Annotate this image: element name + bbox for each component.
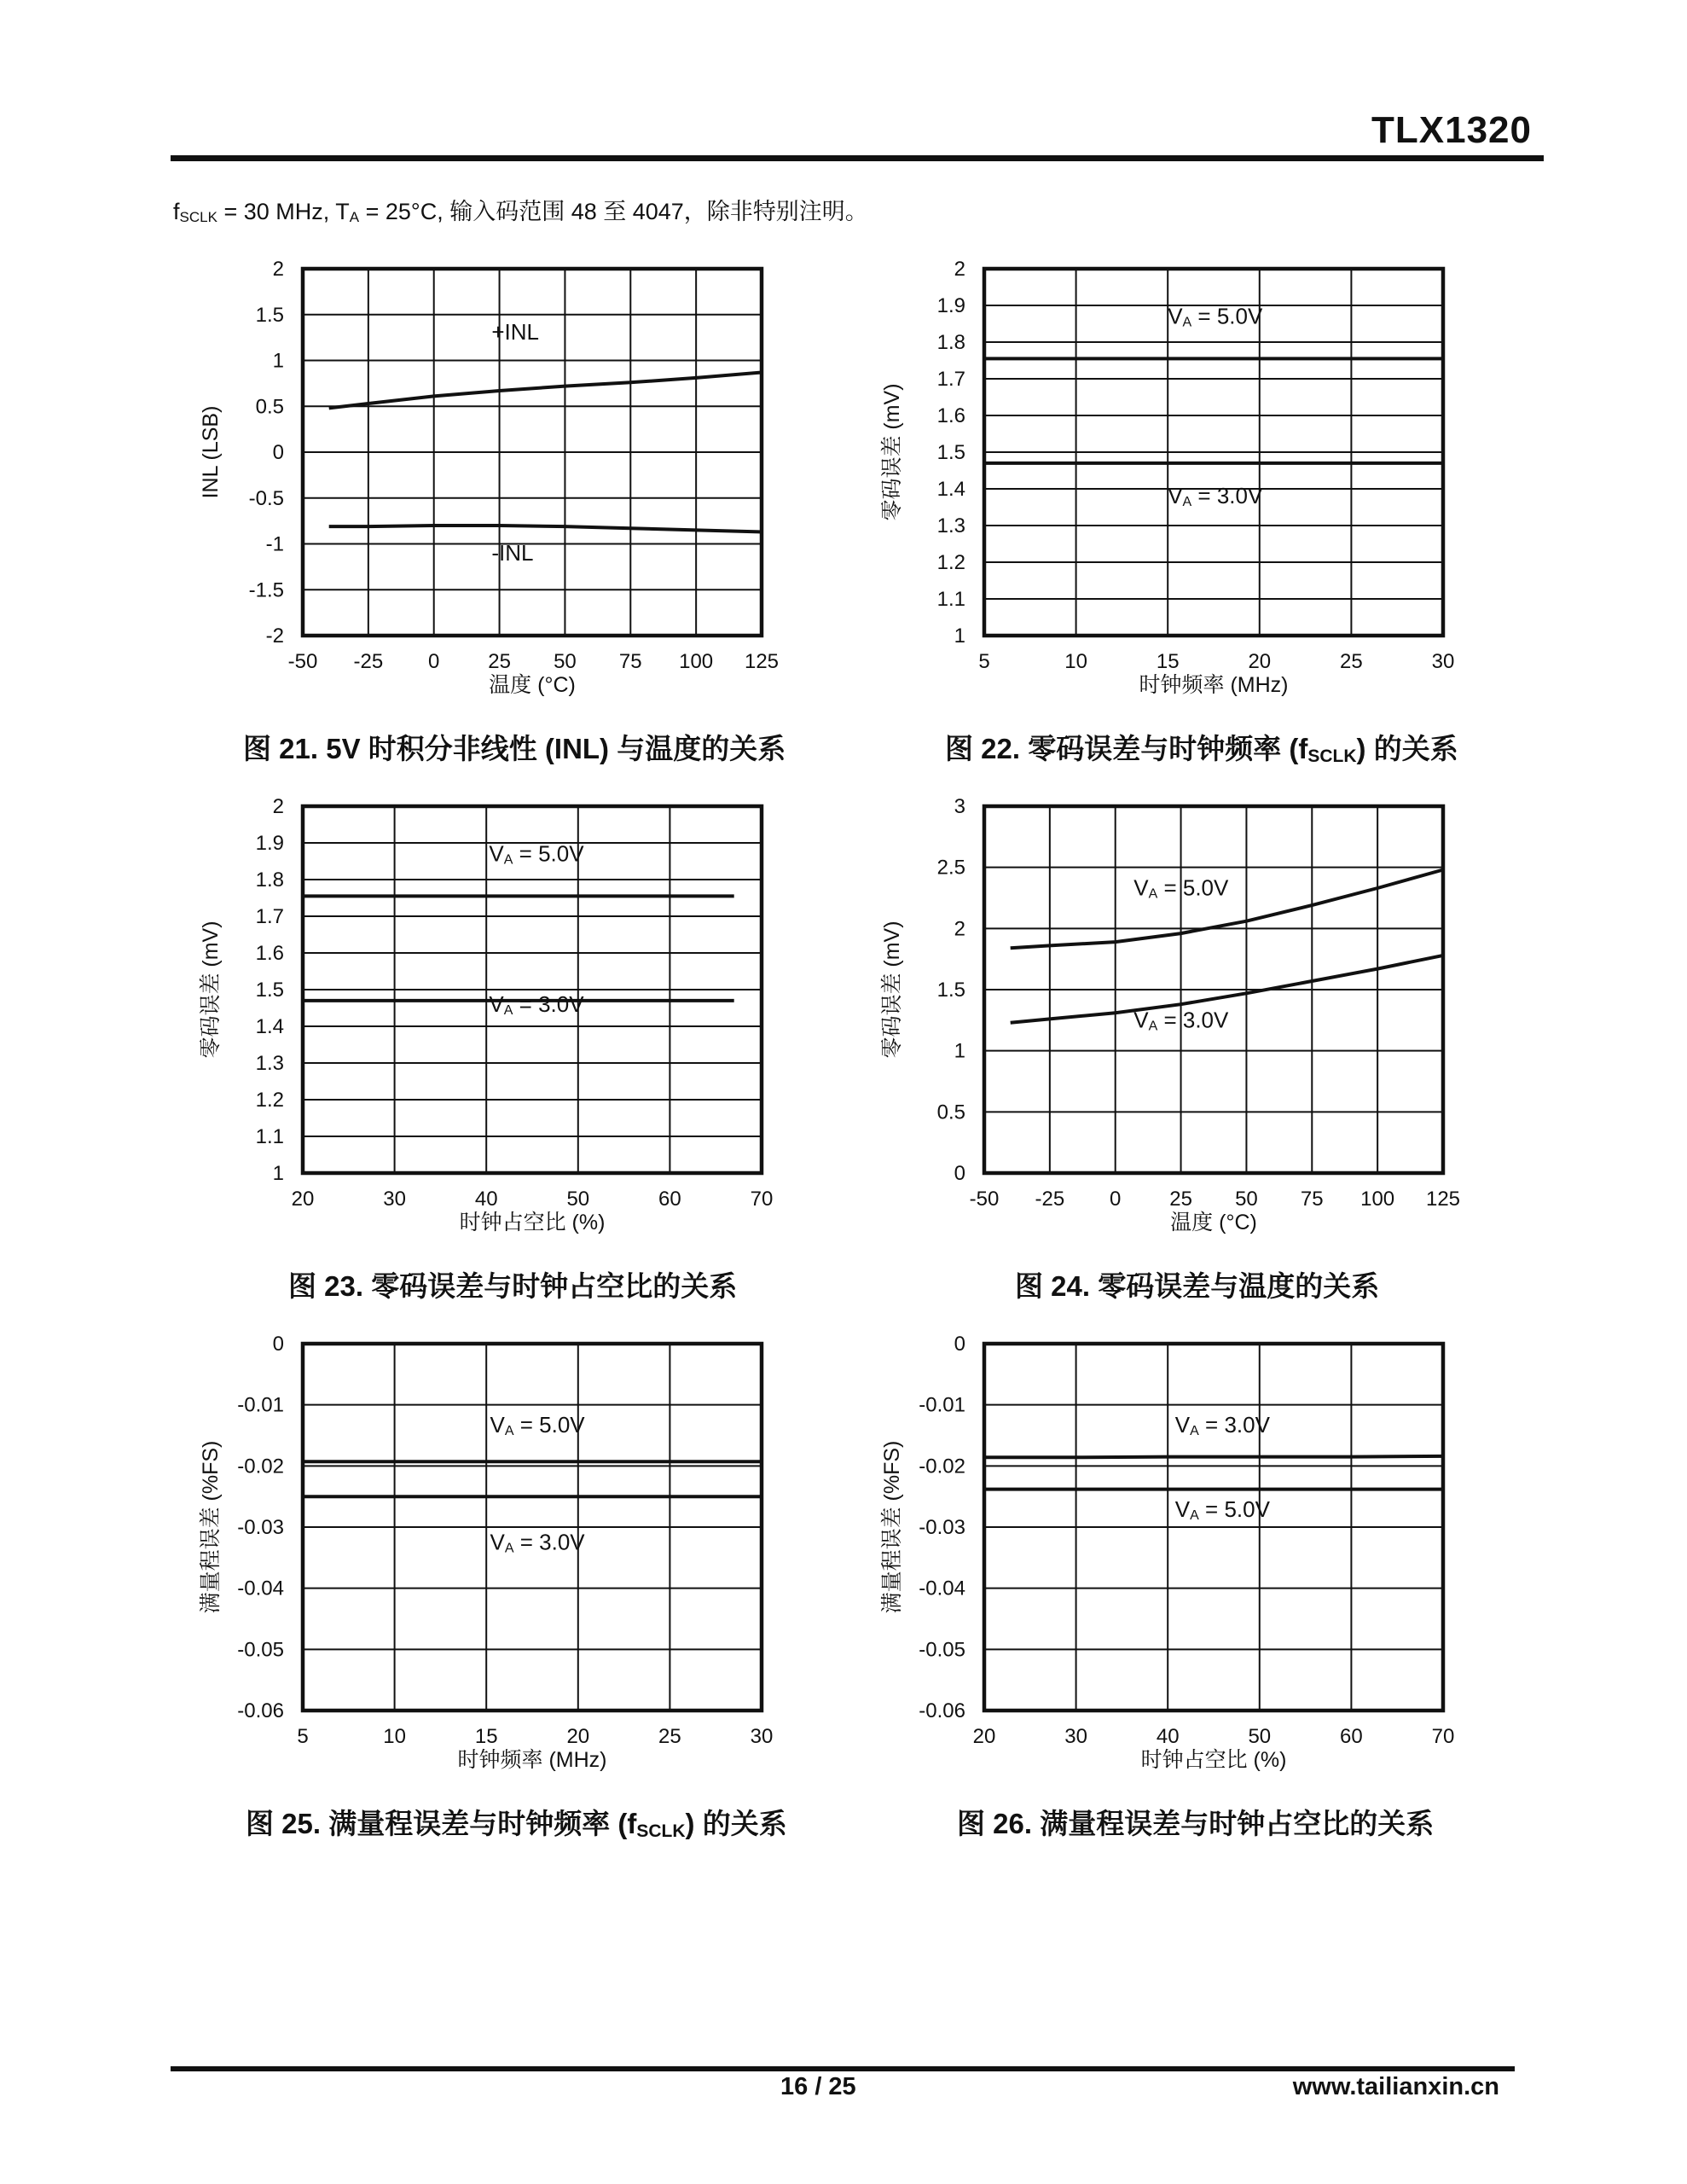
series-annotation: VA = 3.0V bbox=[1174, 1411, 1270, 1438]
y-tick-label: 2 bbox=[954, 917, 965, 941]
y-tick-label: 1.3 bbox=[255, 1052, 284, 1075]
series-annotation: VA = 5.0V bbox=[1174, 1496, 1270, 1523]
series-annotation: VA = 5.0V bbox=[490, 1411, 585, 1438]
x-tick-label: 20 bbox=[1248, 650, 1272, 673]
x-tick-label: 5 bbox=[297, 1725, 309, 1748]
x-tick-label: 30 bbox=[750, 1725, 774, 1748]
y-tick-label: 1.1 bbox=[936, 588, 965, 611]
chart-fig26 bbox=[853, 1331, 1467, 1792]
website-link[interactable]: www.tailianxin.cn bbox=[1292, 2073, 1499, 2100]
y-axis-label: INL (LSB) bbox=[199, 405, 223, 499]
x-tick-label: 20 bbox=[291, 1188, 315, 1211]
series-annotation: VA = 3.0V bbox=[1133, 1007, 1229, 1034]
caption-fig22-sub: SCLK bbox=[1307, 746, 1357, 766]
y-axis-label: 零码误差 (mV) bbox=[880, 383, 904, 521]
y-tick-label: -0.04 bbox=[237, 1577, 284, 1600]
y-tick-label: 0 bbox=[954, 1162, 965, 1185]
conditions-rest: = 25°C, 输入码范围 48 至 4047，除非特别注明。 bbox=[359, 199, 868, 224]
y-tick-label: 2 bbox=[272, 795, 284, 818]
caption-fig25-a: 图 25. 满量程误差与时钟频率 (f bbox=[246, 1808, 637, 1839]
x-tick-label: 30 bbox=[1064, 1725, 1087, 1748]
x-axis-label: 时钟频率 (MHz) bbox=[1139, 673, 1289, 697]
x-tick-label: 20 bbox=[972, 1725, 996, 1748]
series-line bbox=[984, 1456, 1443, 1457]
caption-fig22-b: ) 的关系 bbox=[1356, 733, 1458, 764]
caption-fig23: 图 23. 零码误差与时钟占空比的关系 bbox=[288, 1270, 738, 1302]
x-tick-label: 60 bbox=[1340, 1725, 1363, 1748]
caption-fig21: 图 21. 5V 时积分非线性 (INL) 与温度的关系 bbox=[243, 733, 786, 764]
x-tick-label: 25 bbox=[1169, 1188, 1192, 1211]
caption-fig25 bbox=[246, 1802, 787, 1842]
x-tick-label: 75 bbox=[1300, 1188, 1324, 1211]
x-tick-label: 125 bbox=[1425, 1188, 1461, 1211]
y-tick-label: 0.5 bbox=[255, 395, 284, 419]
x-tick-label: 50 bbox=[566, 1188, 590, 1211]
x-tick-label: 15 bbox=[474, 1725, 498, 1748]
x-tick-label: 0 bbox=[428, 650, 440, 673]
x-tick-label: 60 bbox=[658, 1188, 681, 1211]
caption-fig25-sub: SCLK bbox=[636, 1821, 686, 1841]
x-tick-label: 15 bbox=[1156, 650, 1180, 673]
y-tick-label: 1 bbox=[272, 1162, 284, 1185]
series-annotation: VA = 5.0V bbox=[489, 840, 584, 868]
x-tick-label: 70 bbox=[750, 1188, 774, 1211]
document-title: TLX1320 bbox=[1371, 109, 1532, 151]
x-tick-label: 50 bbox=[1248, 1725, 1272, 1748]
y-tick-label: 1.7 bbox=[936, 368, 965, 391]
chart-fig22 bbox=[853, 256, 1467, 717]
y-tick-label: -2 bbox=[265, 624, 284, 648]
caption-fig24: 图 24. 零码误差与温度的关系 bbox=[1015, 1270, 1380, 1302]
chart-fig25 bbox=[171, 1331, 785, 1792]
y-tick-label: 2 bbox=[954, 258, 965, 281]
y-tick-label: -0.06 bbox=[237, 1699, 284, 1722]
conditions-f-value: = 30 MHz, T bbox=[217, 199, 350, 224]
x-tick-label: 40 bbox=[1156, 1725, 1180, 1748]
x-tick-label: 100 bbox=[1360, 1188, 1395, 1211]
x-axis-label: 时钟占空比 (%) bbox=[459, 1211, 606, 1234]
series-annotation: VA = 3.0V bbox=[489, 990, 584, 1018]
caption-fig22-a: 图 22. 零码误差与时钟频率 (f bbox=[945, 733, 1308, 764]
y-tick-label: -0.02 bbox=[919, 1455, 965, 1478]
y-tick-label: -0.05 bbox=[919, 1638, 965, 1662]
page-number: 16 / 25 bbox=[780, 2073, 856, 2100]
y-tick-label: 0 bbox=[954, 1333, 965, 1356]
x-tick-label: 30 bbox=[1431, 650, 1455, 673]
y-tick-label: 1 bbox=[272, 349, 284, 373]
series-annotation: VA = 5.0V bbox=[1168, 303, 1263, 330]
x-axis-label: 温度 (°C) bbox=[489, 673, 576, 697]
caption-fig22 bbox=[945, 727, 1458, 767]
chart-fig24 bbox=[853, 793, 1467, 1254]
y-tick-label: 1.6 bbox=[255, 942, 284, 965]
x-tick-label: 75 bbox=[618, 650, 642, 673]
x-axis-label: 时钟频率 (MHz) bbox=[457, 1748, 607, 1772]
y-tick-label: 3 bbox=[954, 795, 965, 818]
y-tick-label: -1 bbox=[265, 532, 284, 556]
chart-fig23 bbox=[171, 793, 785, 1254]
y-tick-label: 1.4 bbox=[936, 478, 965, 501]
y-tick-label: -0.05 bbox=[237, 1638, 284, 1662]
y-tick-label: 0 bbox=[272, 441, 284, 464]
x-tick-label: 0 bbox=[1110, 1188, 1122, 1211]
y-axis-label: 零码误差 (mV) bbox=[199, 921, 223, 1059]
y-tick-label: 1 bbox=[954, 624, 965, 648]
x-tick-label: 50 bbox=[554, 650, 577, 673]
y-tick-label: 1.3 bbox=[936, 514, 965, 537]
y-tick-label: 1.5 bbox=[255, 979, 284, 1002]
x-tick-label: 25 bbox=[658, 1725, 681, 1748]
y-tick-label: 1.2 bbox=[936, 551, 965, 574]
x-tick-label: 40 bbox=[474, 1188, 498, 1211]
series-annotation: VA = 5.0V bbox=[1133, 874, 1229, 902]
y-tick-label: 1.5 bbox=[255, 303, 284, 327]
conditions-t-sub: A bbox=[349, 209, 360, 225]
x-axis-label: 温度 (°C) bbox=[1170, 1211, 1257, 1234]
y-tick-label: 0.5 bbox=[936, 1101, 965, 1124]
y-tick-label: -0.03 bbox=[237, 1516, 284, 1539]
chart-fig21 bbox=[171, 256, 785, 717]
y-tick-label: 0 bbox=[272, 1333, 284, 1356]
y-tick-label: -0.02 bbox=[237, 1455, 284, 1478]
y-tick-label: -0.01 bbox=[919, 1393, 965, 1417]
y-tick-label: -0.06 bbox=[919, 1699, 965, 1722]
y-tick-label: 1.1 bbox=[255, 1125, 284, 1148]
y-tick-label: 1.9 bbox=[936, 294, 965, 317]
y-tick-label: 1.5 bbox=[936, 441, 965, 464]
x-tick-label: -50 bbox=[287, 650, 318, 673]
test-conditions bbox=[173, 193, 868, 226]
x-tick-label: 50 bbox=[1235, 1188, 1258, 1211]
x-tick-label: 10 bbox=[383, 1725, 406, 1748]
y-tick-label: 2.5 bbox=[936, 856, 965, 880]
y-tick-label: -0.01 bbox=[237, 1393, 284, 1417]
x-tick-label: 70 bbox=[1431, 1725, 1455, 1748]
y-axis-label: 满量程误差 (%FS) bbox=[199, 1440, 223, 1614]
y-tick-label: 1.4 bbox=[255, 1015, 284, 1038]
caption-fig26: 图 26. 满量程误差与时钟占空比的关系 bbox=[957, 1808, 1435, 1839]
y-tick-label: 1.8 bbox=[255, 868, 284, 892]
header-rule bbox=[171, 155, 1544, 161]
series-annotation: +INL bbox=[491, 318, 540, 345]
y-tick-label: -0.04 bbox=[919, 1577, 965, 1600]
x-tick-label: 10 bbox=[1064, 650, 1087, 673]
footer-rule bbox=[171, 2066, 1515, 2071]
y-tick-label: 1 bbox=[954, 1039, 965, 1063]
conditions-f: f bbox=[173, 199, 180, 224]
x-tick-label: -50 bbox=[969, 1188, 1000, 1211]
series-annotation: -INL bbox=[491, 539, 534, 566]
caption-fig25-b: ) 的关系 bbox=[685, 1808, 787, 1839]
conditions-f-sub: SCLK bbox=[179, 209, 217, 225]
y-tick-label: 1.6 bbox=[936, 404, 965, 427]
series-annotation: VA = 3.0V bbox=[1168, 483, 1263, 510]
y-tick-label: 1.9 bbox=[255, 832, 284, 855]
y-axis-label: 满量程误差 (%FS) bbox=[880, 1440, 904, 1614]
x-axis-label: 时钟占空比 (%) bbox=[1140, 1748, 1287, 1772]
y-tick-label: -0.03 bbox=[919, 1516, 965, 1539]
series-annotation: VA = 3.0V bbox=[490, 1529, 585, 1556]
y-tick-label: -0.5 bbox=[248, 486, 284, 510]
x-tick-label: 125 bbox=[744, 650, 780, 673]
x-tick-label: 100 bbox=[679, 650, 714, 673]
y-tick-label: 1.8 bbox=[936, 331, 965, 354]
x-tick-label: -25 bbox=[353, 650, 384, 673]
x-tick-label: 25 bbox=[488, 650, 511, 673]
x-tick-label: 30 bbox=[383, 1188, 406, 1211]
y-axis-label: 零码误差 (mV) bbox=[880, 921, 904, 1059]
x-tick-label: 20 bbox=[566, 1725, 590, 1748]
y-tick-label: 1.5 bbox=[936, 979, 965, 1002]
y-tick-label: 1.7 bbox=[255, 905, 284, 928]
x-tick-label: 5 bbox=[978, 650, 990, 673]
y-tick-label: 2 bbox=[272, 258, 284, 281]
x-tick-label: 25 bbox=[1340, 650, 1363, 673]
y-tick-label: 1.2 bbox=[255, 1089, 284, 1112]
y-tick-label: -1.5 bbox=[248, 578, 284, 602]
x-tick-label: -25 bbox=[1035, 1188, 1065, 1211]
